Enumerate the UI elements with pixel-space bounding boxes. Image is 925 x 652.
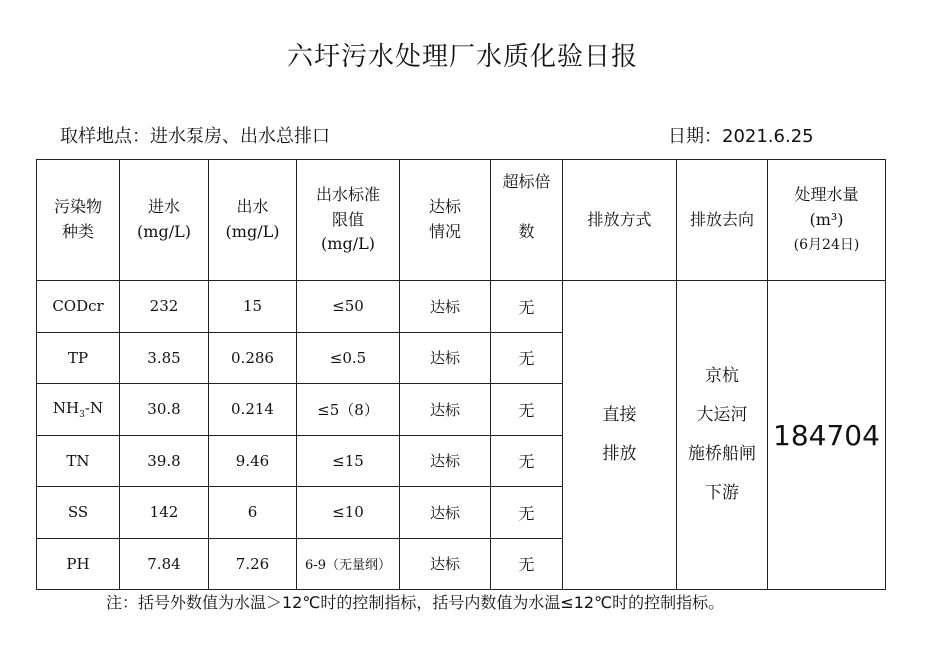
header-outflow: 出水 (mg/L) — [209, 160, 297, 281]
outflow-value: 6 — [209, 487, 297, 539]
report-title: 六圩污水处理厂水质化验日报 — [286, 42, 638, 72]
pollutant-name: PH — [37, 538, 120, 590]
inflow-value: 232 — [120, 281, 209, 333]
header-discharge-method: 排放方式 — [563, 160, 677, 281]
compliance-status: 达标 — [400, 487, 491, 539]
outflow-value: 7.26 — [209, 538, 297, 590]
footnote: 注：括号外数值为水温＞12℃时的控制指标，括号内数值为水温≤12℃时的控制指标。 — [106, 593, 725, 612]
pollutant-name: CODcr — [37, 281, 120, 333]
compliance-status: 达标 — [400, 384, 491, 436]
inflow-value: 30.8 — [120, 384, 209, 436]
exceed-value: 无 — [491, 538, 563, 590]
exceed-value: 无 — [491, 332, 563, 384]
limit-value: ≤0.5 — [297, 332, 400, 384]
pollutant-name: TP — [37, 332, 120, 384]
limit-value: ≤15 — [297, 435, 400, 487]
report-date: 日期：2021.6.25 — [668, 126, 814, 147]
exceed-value: 无 — [491, 435, 563, 487]
outflow-value: 0.286 — [209, 332, 297, 384]
limit-value: 6-9（无量纲） — [297, 538, 400, 590]
compliance-status: 达标 — [400, 538, 491, 590]
inflow-value: 7.84 — [120, 538, 209, 590]
header-exceed: 超标倍 数 — [491, 160, 563, 281]
outflow-value: 15 — [209, 281, 297, 333]
header-pollutant: 污染物 种类 — [37, 160, 120, 281]
inflow-value: 3.85 — [120, 332, 209, 384]
pollutant-name: $NH_3-N$ — [37, 384, 120, 436]
header-limit: 出水标准 限值 (mg/L) — [297, 160, 400, 281]
pollutant-name: TN — [37, 435, 120, 487]
exceed-value: 无 — [491, 487, 563, 539]
pollutant-name: SS — [37, 487, 120, 539]
header-discharge-dest: 排放去向 — [677, 160, 768, 281]
compliance-status: 达标 — [400, 435, 491, 487]
limit-value: ≤5（8） — [297, 384, 400, 436]
header-row — [37, 160, 886, 281]
sampling-location: 取样地点：进水泵房、出水总排口 — [60, 126, 330, 147]
header-volume: 处理水量 (m³) (6月24日) — [768, 160, 886, 281]
exceed-value: 无 — [491, 384, 563, 436]
header-compliance: 达标 情况 — [400, 160, 491, 281]
discharge-method-cell: 直接 排放 — [563, 281, 677, 590]
compliance-status: 达标 — [400, 332, 491, 384]
limit-value: ≤10 — [297, 487, 400, 539]
exceed-value: 无 — [491, 281, 563, 333]
outflow-value: 0.214 — [209, 384, 297, 436]
inflow-value: 142 — [120, 487, 209, 539]
volume-cell: 184704 — [768, 281, 886, 590]
water-quality-table — [36, 159, 886, 590]
compliance-status: 达标 — [400, 281, 491, 333]
discharge-dest-cell: 京杭 大运河 施桥船闸 下游 — [677, 281, 768, 590]
outflow-value: 9.46 — [209, 435, 297, 487]
table-row — [37, 281, 886, 333]
inflow-value: 39.8 — [120, 435, 209, 487]
header-inflow: 进水 (mg/L) — [120, 160, 209, 281]
limit-value: ≤50 — [297, 281, 400, 333]
